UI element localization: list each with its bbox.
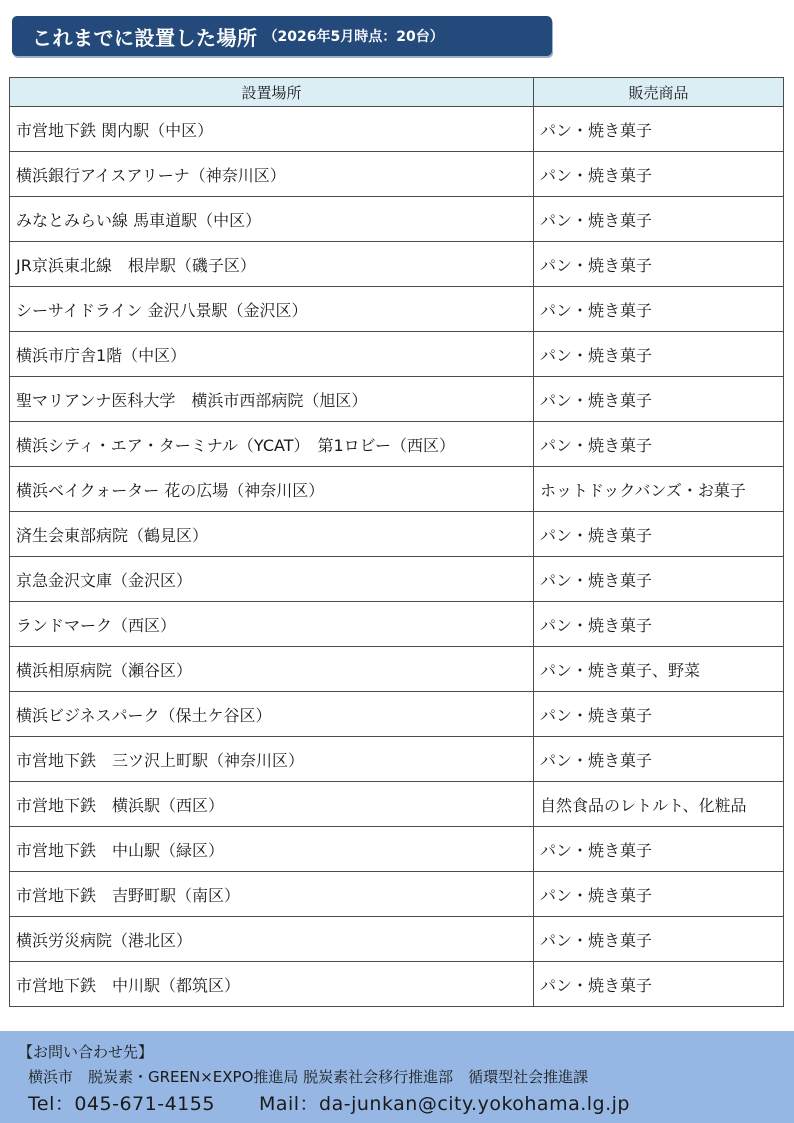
table-row [10, 557, 784, 602]
table-row [10, 197, 784, 242]
cell-products: パン・焼き菓子 [534, 692, 784, 737]
cell-products: パン・焼き菓子 [534, 512, 784, 557]
cell-location: 京急金沢文庫（金沢区） [10, 557, 534, 602]
table-row [10, 737, 784, 782]
contact-mail: Mail：da-junkan@city.yokohama.lg.jp [258, 1093, 630, 1115]
table-row [10, 287, 784, 332]
table-row [10, 782, 784, 827]
contact-heading: 【お問い合わせ先】 [18, 1043, 154, 1061]
table-row [10, 242, 784, 287]
cell-products: パン・焼き菓子、野菜 [534, 647, 784, 692]
cell-products: パン・焼き菓子 [534, 557, 784, 602]
cell-products: パン・焼き菓子 [534, 962, 784, 1007]
contact-details [18, 1089, 794, 1116]
cell-location: 横浜ビジネスパーク（保土ケ谷区） [10, 692, 534, 737]
table-row [10, 962, 784, 1007]
cell-location: 横浜労災病院（港北区） [10, 917, 534, 962]
cell-products: パン・焼き菓子 [534, 152, 784, 197]
cell-location: 横浜相原病院（瀬谷区） [10, 647, 534, 692]
table-row [10, 332, 784, 377]
cell-location: 市営地下鉄 吉野町駅（南区） [10, 872, 534, 917]
cell-products: パン・焼き菓子 [534, 602, 784, 647]
table-row [10, 647, 784, 692]
cell-location: JR京浜東北線 根岸駅（磯子区） [10, 242, 534, 287]
cell-products: パン・焼き菓子 [534, 377, 784, 422]
table-row [10, 467, 784, 512]
cell-products: 自然食品のレトルト、化粧品 [534, 782, 784, 827]
table-row [10, 377, 784, 422]
table-row [10, 602, 784, 647]
cell-products: パン・焼き菓子 [534, 917, 784, 962]
cell-location: 横浜ベイクォーター 花の広場（神奈川区） [10, 467, 534, 512]
locations-table [9, 77, 784, 1007]
cell-products: パン・焼き菓子 [534, 107, 784, 152]
cell-location: みなとみらい線 馬車道駅（中区） [10, 197, 534, 242]
cell-location: 済生会東部病院（鶴見区） [10, 512, 534, 557]
column-header-products: 販売商品 [534, 78, 784, 107]
cell-location: 市営地下鉄 関内駅（中区） [10, 107, 534, 152]
contact-footer [0, 1031, 794, 1123]
table-row [10, 827, 784, 872]
page-title-banner [12, 16, 552, 56]
cell-location: シーサイドライン 金沢八景駅（金沢区） [10, 287, 534, 332]
table-row [10, 152, 784, 197]
table-row [10, 917, 784, 962]
table-header-row [10, 78, 784, 107]
cell-location: 横浜銀行アイスアリーナ（神奈川区） [10, 152, 534, 197]
contact-organization: 横浜市 脱炭素・GREEN×EXPO推進局 脱炭素社会移行推進部 循環型社会推進課 [28, 1068, 589, 1086]
table-row [10, 512, 784, 557]
cell-products: ホットドックバンズ・お菓子 [534, 467, 784, 512]
cell-location: ランドマーク（西区） [10, 602, 534, 647]
cell-products: パン・焼き菓子 [534, 242, 784, 287]
cell-location: 聖マリアンナ医科大学 横浜市西部病院（旭区） [10, 377, 534, 422]
cell-products: パン・焼き菓子 [534, 332, 784, 377]
table-row [10, 422, 784, 467]
table-body [10, 107, 784, 1007]
column-header-location: 設置場所 [10, 78, 534, 107]
cell-location: 横浜シティ・エア・ターミナル（YCAT） 第1ロビー（西区） [10, 422, 534, 467]
cell-products: パン・焼き菓子 [534, 872, 784, 917]
cell-location: 市営地下鉄 中山駅（緑区） [10, 827, 534, 872]
cell-products: パン・焼き菓子 [534, 422, 784, 467]
table-row [10, 872, 784, 917]
cell-products: パン・焼き菓子 [534, 737, 784, 782]
cell-location: 市営地下鉄 横浜駅（西区） [10, 782, 534, 827]
table-row [10, 107, 784, 152]
cell-location: 市営地下鉄 三ツ沢上町駅（神奈川区） [10, 737, 534, 782]
page-subtitle: （2026年5月時点：20台） [263, 29, 444, 45]
cell-location: 横浜市庁舎1階（中区） [10, 332, 534, 377]
cell-products: パン・焼き菓子 [534, 827, 784, 872]
cell-products: パン・焼き菓子 [534, 287, 784, 332]
table-row [10, 692, 784, 737]
cell-products: パン・焼き菓子 [534, 197, 784, 242]
cell-location: 市営地下鉄 中川駅（都筑区） [10, 962, 534, 1007]
page-title: これまでに設置した場所 [32, 25, 258, 50]
contact-tel: Tel：045-671-4155 [28, 1093, 215, 1115]
